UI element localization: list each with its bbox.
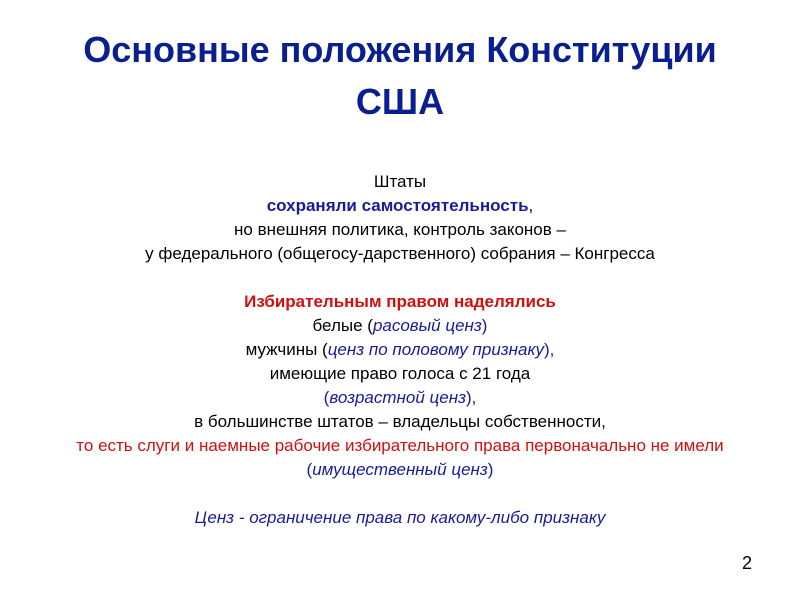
congress-line: у федерального (общегосу-дарственного) собрания – Конгресса (145, 244, 655, 263)
property-qualification: имущественный ценз (312, 460, 488, 479)
age-open: ( (323, 388, 330, 407)
title-line-1: Основные положения Конституции (83, 29, 717, 70)
foreign-policy-line: но внешняя политика, контроль законов – (234, 220, 566, 239)
autonomy-phrase: сохраняли самостоятельность (266, 196, 529, 215)
gender-qualification: ценз по половому признаку (327, 340, 545, 359)
spacer (0, 266, 800, 290)
slide-title (0, 24, 800, 128)
definition-term: Ценз (194, 508, 235, 527)
age-qualification-line (0, 386, 800, 410)
white-close: ) (481, 316, 488, 335)
white-text: белые ( (312, 316, 373, 335)
autonomy-line (0, 194, 800, 218)
white-line (0, 314, 800, 338)
age-line: имеющие право голоса с 21 года (269, 364, 531, 383)
definition-line (0, 506, 800, 530)
property-close: ) (487, 460, 494, 479)
states-line: Штаты (373, 172, 427, 191)
property-qualification-line (0, 458, 800, 482)
age-close: ), (465, 388, 477, 407)
title-line-2: США (355, 81, 445, 122)
definition-text: - ограничение права по какому-либо признаку (234, 508, 606, 527)
men-text: мужчины ( (245, 340, 328, 359)
autonomy-comma: , (528, 196, 534, 215)
property-open: ( (306, 460, 313, 479)
property-owners-line: в большинстве штатов – владельцы собственности, (194, 412, 606, 431)
suffrage-heading: Избирательным правом наделялись (244, 292, 556, 311)
men-line (0, 338, 800, 362)
page-number: 2 (741, 553, 752, 573)
servants-line: то есть слуги и наемные рабочие избирательного права первоначально не имели (76, 436, 724, 455)
men-close: ), (544, 340, 555, 359)
racial-qualification: расовый ценз (372, 316, 482, 335)
spacer-2 (0, 482, 800, 506)
age-qualification: возрастной ценз (329, 388, 466, 407)
slide-body (0, 170, 800, 530)
